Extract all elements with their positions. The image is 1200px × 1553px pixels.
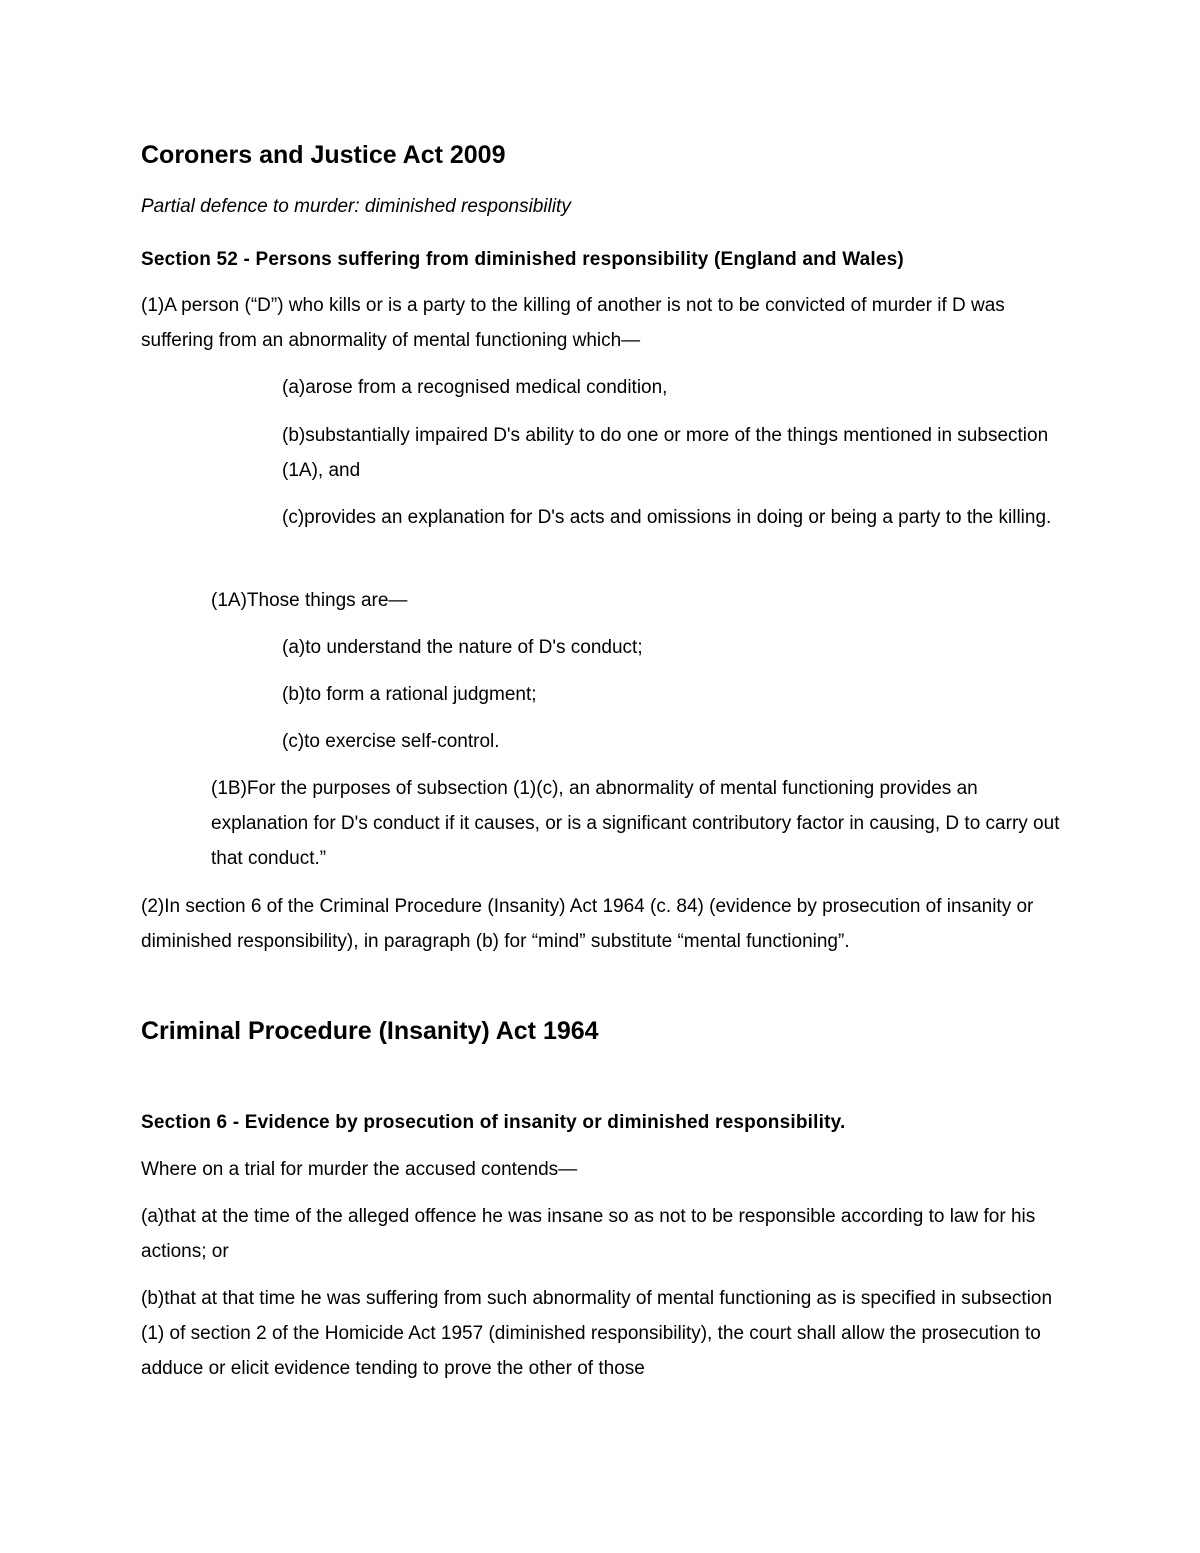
paragraph-1-a: (a)arose from a recognised medical condition, xyxy=(282,377,668,398)
intro-paragraph: Where on a trial for murder the accused contends— xyxy=(141,1159,578,1180)
paragraph-1-b: (b)substantially impaired D's ability to do one or more of the things mentioned in subsection (1A), and xyxy=(282,425,1049,481)
paragraph-b: (b)that at that time he was suffering from such abnormality of mental functioning as is specified in subsection (1) of section 2 of the Homicide Act 1957 (diminished responsibility), the court shall allow the prosecution to adduce or elicit evidence tending to prove the other of those xyxy=(141,1288,1053,1379)
paragraph-1A-b: (b)to form a rational judgment; xyxy=(282,684,537,705)
paragraph-1-c: (c)provides an explanation for D's acts and omissions in doing or being a party to the killing. xyxy=(282,507,1052,528)
act-subtitle: Partial defence to murder: diminished responsibility xyxy=(141,196,571,217)
paragraph-1A-c: (c)to exercise self-control. xyxy=(282,731,500,752)
act-title-2: Criminal Procedure (Insanity) Act 1964 xyxy=(141,1017,599,1045)
paragraph-1B: (1B)For the purposes of subsection (1)(c), an abnormality of mental functioning provides an explanation for D's conduct if it causes, or is a significant contributory factor in causing, D to carry out that conduct.” xyxy=(211,778,1060,869)
act-title: Coroners and Justice Act 2009 xyxy=(141,141,506,169)
paragraph-1A: (1A)Those things are— xyxy=(211,590,408,611)
section-heading: Section 52 - Persons suffering from diminished responsibility (England and Wales) xyxy=(141,249,904,270)
paragraph-a: (a)that at the time of the alleged offence he was insane so as not to be responsible according to law for his actions; or xyxy=(141,1206,1036,1262)
paragraph-1: (1)A person (“D”) who kills or is a party to the killing of another is not to be convicted of murder if D was suffering from an abnormality of mental functioning which— xyxy=(141,295,1005,351)
paragraph-1A-a: (a)to understand the nature of D's conduct; xyxy=(282,637,643,658)
paragraph-2: (2)In section 6 of the Criminal Procedure (Insanity) Act 1964 (c. 84) (evidence by prosecution of insanity or diminished responsibility), in paragraph (b) for “mind” substitute “mental functioning”. xyxy=(141,896,1034,952)
section-heading-2: Section 6 - Evidence by prosecution of insanity or diminished responsibility. xyxy=(141,1112,846,1133)
